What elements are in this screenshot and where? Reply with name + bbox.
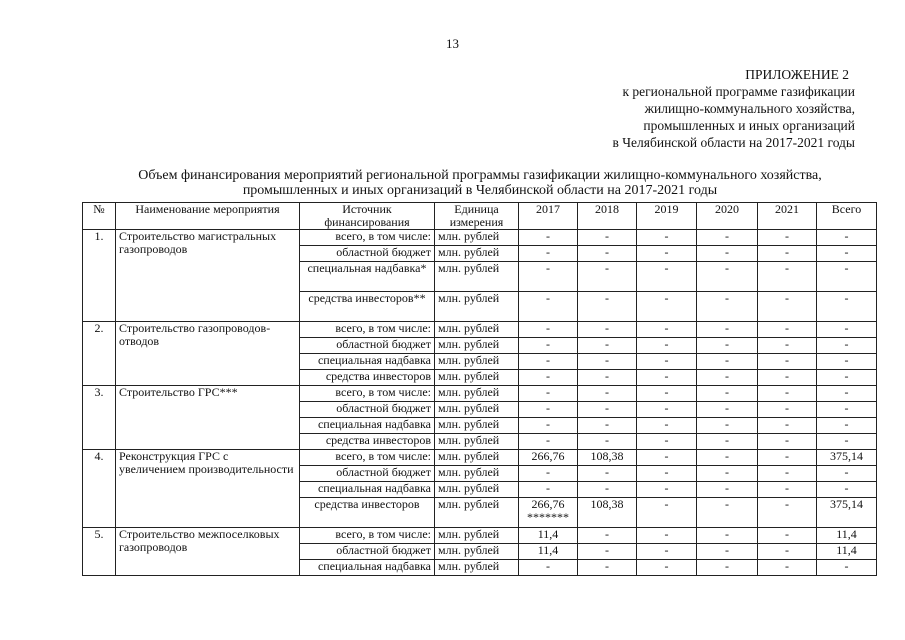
value-cell: - xyxy=(758,230,817,246)
value-cell: - xyxy=(637,354,697,370)
header-2021: 2021 xyxy=(758,203,817,230)
funding-source: областной бюджет xyxy=(300,402,435,418)
appendix-line: к региональной программе газификации xyxy=(622,84,855,99)
value-cell: - xyxy=(758,322,817,338)
value-cell: - xyxy=(519,354,578,370)
funding-source: специальная надбавка xyxy=(300,418,435,434)
funding-source: областной бюджет xyxy=(300,466,435,482)
financing-table xyxy=(82,202,877,576)
value-cell: - xyxy=(758,418,817,434)
value-cell: - xyxy=(697,402,758,418)
unit-cell: млн. рублей xyxy=(435,292,519,322)
value-cell: - xyxy=(578,482,637,498)
header-name: Наименование мероприятия xyxy=(116,203,300,230)
value-cell: - xyxy=(758,292,817,322)
value-cell: - xyxy=(578,354,637,370)
value-cell: - xyxy=(519,482,578,498)
value-cell: - xyxy=(697,528,758,544)
unit-cell: млн. рублей xyxy=(435,560,519,576)
value-cell: - xyxy=(817,482,877,498)
funding-source: областной бюджет xyxy=(300,544,435,560)
table-title-line: Объем финансирования мероприятий региональной программы газификации жилищно-коммунального хозяйства, xyxy=(138,168,822,183)
value-cell: - xyxy=(637,402,697,418)
value-cell: - xyxy=(758,450,817,466)
value-cell: - xyxy=(758,246,817,262)
funding-source: всего, в том числе: xyxy=(300,230,435,246)
unit-cell: млн. рублей xyxy=(435,370,519,386)
value-cell: - xyxy=(637,498,697,528)
table-row xyxy=(83,230,877,246)
value-cell: - xyxy=(817,434,877,450)
value-cell: 108,38 xyxy=(578,450,637,466)
value-cell: - xyxy=(817,262,877,292)
value-cell: - xyxy=(578,262,637,292)
activity-name: Строительство газопроводов-отводов xyxy=(116,322,300,386)
funding-source: специальная надбавка* xyxy=(300,262,435,292)
row-number: 5. xyxy=(83,528,116,576)
unit-cell: млн. рублей xyxy=(435,498,519,528)
value-cell: - xyxy=(519,246,578,262)
value-cell: - xyxy=(519,338,578,354)
funding-source: специальная надбавка xyxy=(300,354,435,370)
table-row xyxy=(83,322,877,338)
row-number: 2. xyxy=(83,322,116,386)
unit-cell: млн. рублей xyxy=(435,322,519,338)
value-cell: - xyxy=(697,466,758,482)
funding-source: областной бюджет xyxy=(300,246,435,262)
value-cell: - xyxy=(637,386,697,402)
value-cell: - xyxy=(697,418,758,434)
value-cell: - xyxy=(637,246,697,262)
unit-cell: млн. рублей xyxy=(435,386,519,402)
value-cell: - xyxy=(637,560,697,576)
value-cell: - xyxy=(637,370,697,386)
value-cell: - xyxy=(758,402,817,418)
funding-source: всего, в том числе: xyxy=(300,322,435,338)
header-total: Всего xyxy=(817,203,877,230)
value-cell: - xyxy=(697,434,758,450)
value-cell: - xyxy=(758,482,817,498)
value-cell: - xyxy=(758,466,817,482)
value-cell: - xyxy=(519,262,578,292)
table-row xyxy=(83,528,877,544)
header-source: Источник финансирования xyxy=(300,203,435,230)
value-cell: - xyxy=(519,402,578,418)
value-cell: - xyxy=(697,482,758,498)
row-number: 4. xyxy=(83,450,116,528)
value-cell: 11,4 xyxy=(817,544,877,560)
page-number: 13 xyxy=(446,36,459,51)
value-cell: 108,38 xyxy=(578,498,637,528)
funding-source: всего, в том числе: xyxy=(300,528,435,544)
value-cell: - xyxy=(637,338,697,354)
value-cell: - xyxy=(758,262,817,292)
unit-cell: млн. рублей xyxy=(435,338,519,354)
unit-cell: млн. рублей xyxy=(435,354,519,370)
header-2019: 2019 xyxy=(637,203,697,230)
value-cell: - xyxy=(578,418,637,434)
value-cell: - xyxy=(697,450,758,466)
value-cell: - xyxy=(637,528,697,544)
value-cell: - xyxy=(697,322,758,338)
value-cell: - xyxy=(697,354,758,370)
value-cell: - xyxy=(578,322,637,338)
funding-source: средства инвесторов xyxy=(300,370,435,386)
value-cell: - xyxy=(758,338,817,354)
value-cell: - xyxy=(578,292,637,322)
row-number: 1. xyxy=(83,230,116,322)
funding-source: всего, в том числе: xyxy=(300,450,435,466)
funding-source: специальная надбавка xyxy=(300,482,435,498)
value-cell: - xyxy=(697,230,758,246)
value-cell: - xyxy=(817,370,877,386)
value-cell: - xyxy=(578,544,637,560)
value-cell: - xyxy=(578,466,637,482)
header-no: № xyxy=(83,203,116,230)
value-cell: - xyxy=(578,230,637,246)
value-cell: 375,14 xyxy=(817,498,877,528)
value-cell: - xyxy=(519,466,578,482)
value-cell: - xyxy=(697,262,758,292)
value-cell: - xyxy=(637,230,697,246)
unit-cell: млн. рублей xyxy=(435,418,519,434)
activity-name: Реконструкция ГРС с увеличением производительности xyxy=(116,450,300,528)
value-cell: - xyxy=(697,246,758,262)
unit-cell: млн. рублей xyxy=(435,246,519,262)
value-cell: - xyxy=(697,292,758,322)
value-cell: - xyxy=(578,434,637,450)
value-cell: - xyxy=(519,434,578,450)
unit-cell: млн. рублей xyxy=(435,466,519,482)
unit-cell: млн. рублей xyxy=(435,230,519,246)
value-cell: - xyxy=(637,544,697,560)
table-title-line: промышленных и иных организаций в Челябинской области на 2017-2021 годы xyxy=(242,183,718,198)
value-cell: - xyxy=(578,338,637,354)
appendix-line: промышленных и иных организаций xyxy=(643,118,855,133)
unit-cell: млн. рублей xyxy=(435,544,519,560)
unit-cell: млн. рублей xyxy=(435,450,519,466)
funding-source: специальная надбавка xyxy=(300,560,435,576)
unit-cell: млн. рублей xyxy=(435,528,519,544)
activity-name: Строительство межпоселковых газопроводов xyxy=(116,528,300,576)
value-cell: - xyxy=(758,544,817,560)
value-cell: - xyxy=(817,418,877,434)
value-cell: 375,14 xyxy=(817,450,877,466)
funding-source: областной бюджет xyxy=(300,338,435,354)
table-header-row xyxy=(83,203,877,230)
value-cell: - xyxy=(817,386,877,402)
header-2017: 2017 xyxy=(519,203,578,230)
unit-cell: млн. рублей xyxy=(435,402,519,418)
unit-cell: млн. рублей xyxy=(435,434,519,450)
value-cell: - xyxy=(817,466,877,482)
header-2018: 2018 xyxy=(578,203,637,230)
value-cell: - xyxy=(578,370,637,386)
value-cell: - xyxy=(697,560,758,576)
value-cell: - xyxy=(758,498,817,528)
value-cell: - xyxy=(758,528,817,544)
value-cell: - xyxy=(697,544,758,560)
value-cell: - xyxy=(758,434,817,450)
value-cell: - xyxy=(817,560,877,576)
value-cell: - xyxy=(637,466,697,482)
value-cell: - xyxy=(637,450,697,466)
header-unit: Единица измерения xyxy=(435,203,519,230)
value-cell: - xyxy=(637,262,697,292)
value-cell: - xyxy=(637,292,697,322)
unit-cell: млн. рублей xyxy=(435,262,519,292)
value-cell: - xyxy=(817,322,877,338)
table-title xyxy=(80,168,880,198)
value-cell: - xyxy=(519,418,578,434)
appendix-line: в Челябинской области на 2017-2021 годы xyxy=(612,135,855,150)
value-cell: - xyxy=(578,528,637,544)
value-cell: - xyxy=(637,322,697,338)
value-cell: 11,4 xyxy=(817,528,877,544)
funding-source: средства инвесторов** xyxy=(300,292,435,322)
value-cell: - xyxy=(697,370,758,386)
funding-source: средства инвесторов xyxy=(300,498,435,528)
value-cell: - xyxy=(519,560,578,576)
value-cell: - xyxy=(817,230,877,246)
appendix-header xyxy=(613,66,855,151)
activity-name: Строительство ГРС*** xyxy=(116,386,300,450)
appendix-line: жилищно-коммунального хозяйства, xyxy=(644,101,855,116)
value-cell: - xyxy=(817,292,877,322)
value-cell: - xyxy=(817,338,877,354)
value-cell: - xyxy=(758,386,817,402)
value-cell: - xyxy=(519,370,578,386)
value-cell: - xyxy=(817,354,877,370)
value-cell: 11,4 xyxy=(519,528,578,544)
value-cell: 11,4 xyxy=(519,544,578,560)
value-cell: - xyxy=(519,230,578,246)
value-cell: - xyxy=(817,246,877,262)
value-cell: - xyxy=(578,560,637,576)
value-cell: 266,76 xyxy=(519,450,578,466)
unit-cell: млн. рублей xyxy=(435,482,519,498)
value-cell: - xyxy=(578,386,637,402)
activity-name: Строительство магистральных газопроводов xyxy=(116,230,300,322)
appendix-title: ПРИЛОЖЕНИЕ 2 xyxy=(745,67,849,82)
value-cell: - xyxy=(697,386,758,402)
table-row xyxy=(83,386,877,402)
funding-source: средства инвесторов xyxy=(300,434,435,450)
value-cell: - xyxy=(758,370,817,386)
value-cell: - xyxy=(637,434,697,450)
value-cell: - xyxy=(697,498,758,528)
value-cell: - xyxy=(817,402,877,418)
funding-source: всего, в том числе: xyxy=(300,386,435,402)
header-2020: 2020 xyxy=(697,203,758,230)
value-cell: - xyxy=(637,482,697,498)
value-cell: - xyxy=(519,322,578,338)
table-row xyxy=(83,450,877,466)
value-cell: - xyxy=(637,418,697,434)
value-cell: 266,76 ******* xyxy=(519,498,578,528)
value-cell: - xyxy=(578,246,637,262)
value-cell: - xyxy=(578,402,637,418)
value-cell: - xyxy=(519,386,578,402)
value-cell: - xyxy=(758,354,817,370)
value-cell: - xyxy=(519,292,578,322)
row-number: 3. xyxy=(83,386,116,450)
table-body xyxy=(83,230,877,576)
value-cell: - xyxy=(758,560,817,576)
value-cell: - xyxy=(697,338,758,354)
